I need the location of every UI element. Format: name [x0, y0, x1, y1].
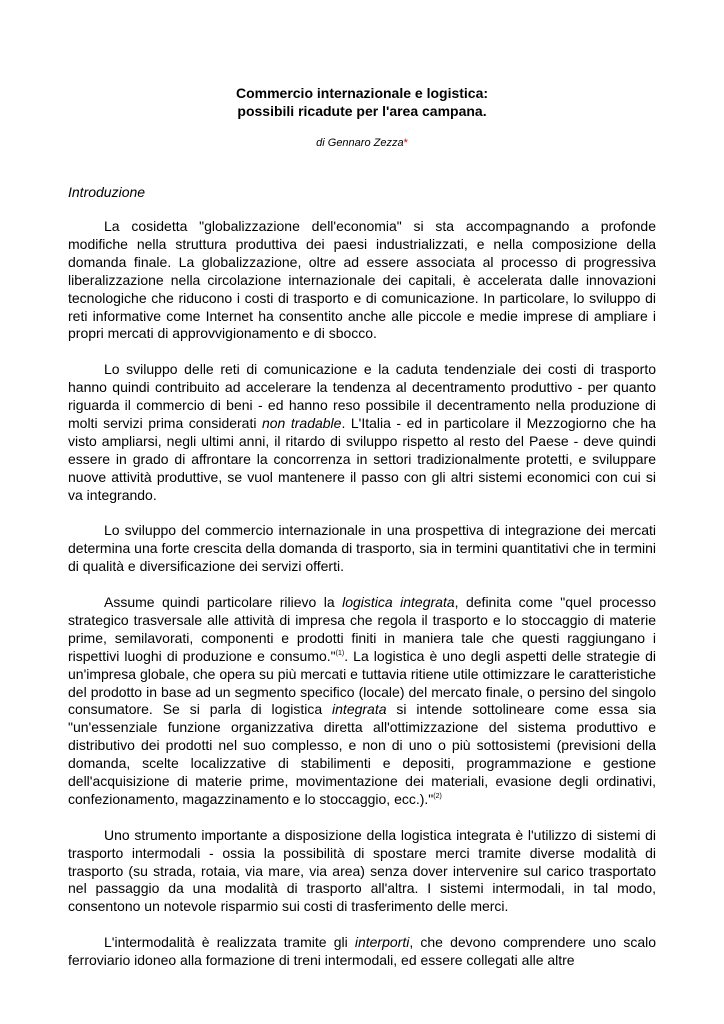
paragraph-2 [68, 361, 656, 504]
section-heading: Introduzione [68, 184, 146, 200]
paragraph-4 [68, 594, 656, 809]
paragraph-4-text-a: Assume quindi particolare rilievo la [104, 593, 343, 610]
paragraph-3: Lo sviluppo del commercio internazionale in una prospettiva di integrazione dei mercati determina una forte crescita della domanda di trasporto, sia in termini quantitativi che in termini di qualità e diversificazione dei servizi offerti. [68, 522, 656, 575]
author-line [0, 136, 724, 150]
paragraph-6-text-b: , che devono comprendere uno scalo ferroviario idoneo alla formazione di treni intermodali, ed essere collegati alle altre [68, 934, 656, 969]
emphasis-integrata: integrata [332, 701, 387, 718]
paragraph-2-text-a: Lo sviluppo delle reti di comunicazione e la caduta tendenziale dei costi di trasporto hanno quindi contribuito ad accelerare la tendenza al decentramento produttivo - per quanto riguarda il commercio di beni - ed hanno reso possibile il decentramento nella produzione di molti servizi prima considerati [68, 361, 656, 431]
emphasis-logistica-integrata: logistica integrata [342, 593, 455, 610]
paragraph-2-text-b: . L'Italia - ed in particolare il Mezzogiorno che ha visto ampliarsi, negli ultimi anni, il ritardo di sviluppo rispetto al resto del Paese - deve quindi essere in grado di affrontare la concorrenza in settori tradizionalmente protetti, e sviluppare nuove attività produttive, se vuol mantenere il passo con gli altri sistemi economici con cui si va integrando. [68, 414, 656, 503]
title-line-2: possibili ricadute per l'area campana. [237, 103, 487, 119]
author-name: di Gennaro Zezza [316, 137, 404, 149]
paragraph-5: Uno strumento importante a disposizione della logistica integrata è l'utilizzo di sistemi di trasporto intermodali - ossia la possibilità di spostare merci tramite diverse modalità di trasporto (su strada, rotaia, via mare, via area) senza dover intervenire sul carico trasportato nel passaggio da una modalità di trasporto all'altra. I sistemi intermodali, in tal modo, consentono un notevole risparmio sui costi di trasferimento delle merci. [68, 826, 656, 915]
paragraph-6-text-a: L'intermodalità è realizzata tramite gli [104, 934, 355, 951]
document-body [68, 218, 656, 988]
footnote-marker[interactable]: * [403, 137, 408, 149]
footnote-ref-2[interactable]: (2) [433, 792, 442, 800]
emphasis-non-tradable: non tradable [261, 414, 342, 431]
paragraph-1: La cosidetta "globalizzazione dell'economia" si sta accompagnando a profonde modifiche nella struttura produttiva dei paesi industrializzati, e nella composizione della domanda finale. La globalizzazione, oltre ad essere associata al processo di progressiva liberalizzazione nella circolazione internazionale dei capitali, è accelerata dalle innovazioni tecnologiche che riducono i costi di trasporto e di comunicazione. In particolare, lo sviluppo di reti informative come Internet ha consentito anche alle piccole e medie imprese di ampliare i propri mercati di approvvigionamento e di sbocco. [68, 218, 656, 342]
paragraph-4-text-b: , definita come "quel processo strategico trasversale alle attività di impresa che regola il trasporto e lo stoccaggio di materie prime, semilavorati, componenti e prodotti finiti in maniera tale che questi raggiungano i rispettivi luoghi di produzione e consumo." [68, 593, 656, 664]
footnote-ref-1[interactable]: (1) [335, 649, 345, 657]
emphasis-interporti: interporti [354, 934, 410, 951]
paragraph-4-text-c: . La logistica è uno degli aspetti delle strategie di un'impresa globale, che opera su più mercati e tuttavia ritiene utile ottimizzare le caratteristiche del prodotto in base ad un segmento specifico (locale) del mercato finale, o persino del singolo consumatore. Se si parla di logistica [68, 647, 656, 718]
paragraph-6 [68, 934, 656, 970]
title-line-1: Commercio internazionale e logistica: [235, 85, 489, 101]
document-title [0, 84, 724, 120]
paragraph-4-text-d: si intende sottolineare come essa sia "un'essenziale funzione organizzativa diretta all'ottimizzazione del sistema produttivo e distributivo dei prodotti nel suo complesso, e non di uno o più sottosistemi (previsioni della domanda, scelte localizzative di stabilimenti e depositi, programmazione e gestione dell'acquisizione di materie prime, movimentazione dei materiali, evasione degli ordinativi, confezionamento, magazzinamento e lo stoccaggio, ecc.)." [68, 701, 656, 807]
